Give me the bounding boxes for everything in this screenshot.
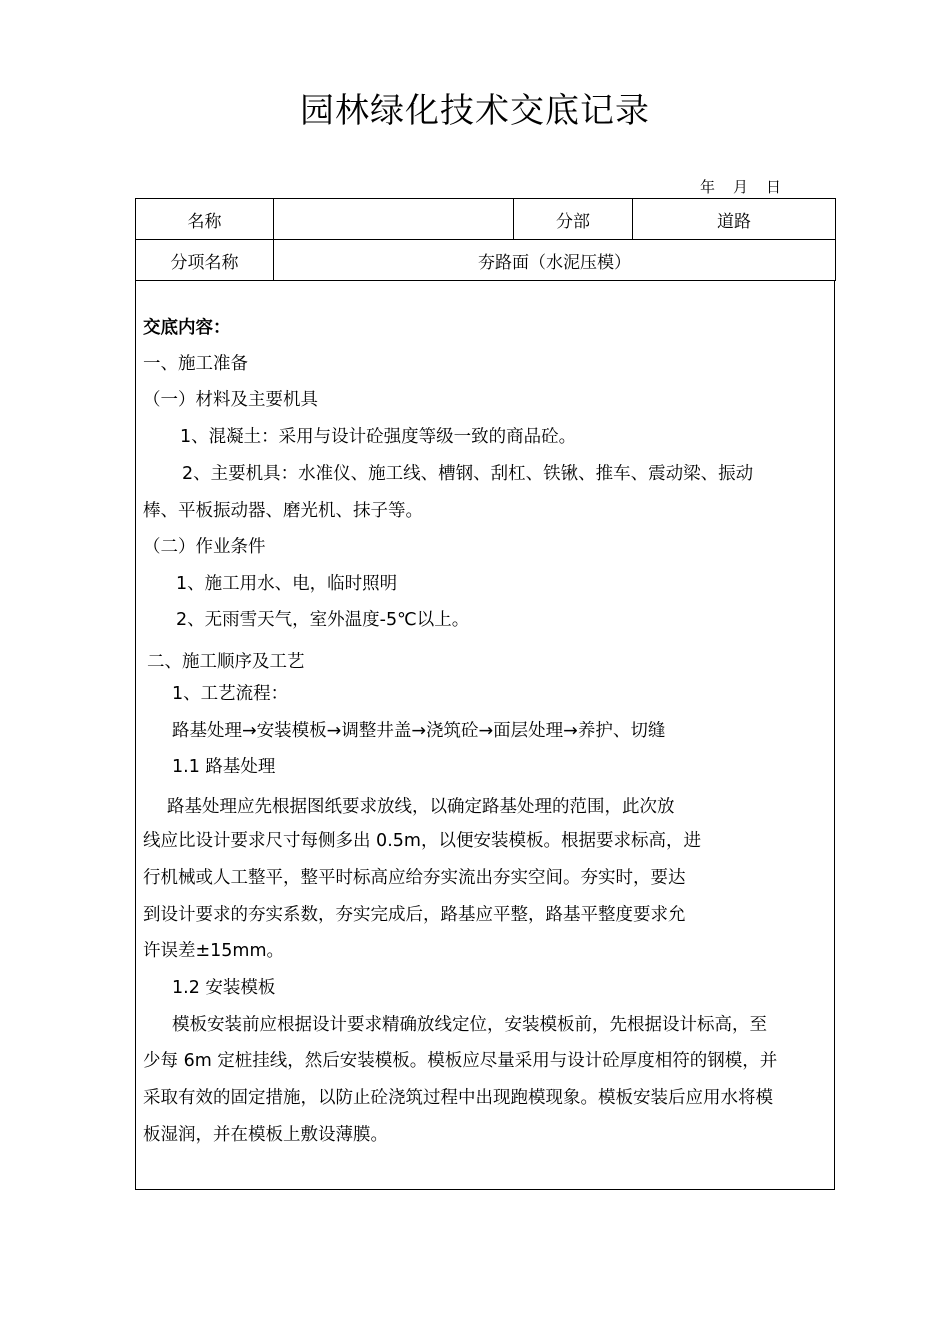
division-label: 分部 [514, 199, 633, 240]
info-table [135, 198, 836, 281]
date-month: 月 [733, 178, 749, 196]
content-line: 1、施工用水、电，临时照明 [176, 574, 398, 594]
content-line: 2、主要机具：水准仪、施工线、槽钢、刮杠、铁锹、推车、震动梁、振动 [182, 464, 754, 484]
date-day: 日 [766, 178, 782, 196]
table-row-name [136, 199, 836, 240]
table-row-item [136, 240, 836, 281]
content-line: （二）作业条件 [143, 537, 266, 557]
content-line: 路基处理→安装模板→调整井盖→浇筑砼→面层处理→养护、切缝 [172, 721, 666, 741]
content-line: 线应比设计要求尺寸每侧多出 0.5m，以便安装模板。根据要求标高，进 [143, 831, 701, 851]
content-line: 1.2 安装模板 [172, 978, 276, 998]
content-line: 采取有效的固定措施，以防止砼浇筑过程中出现跑模现象。模板安装后应用水将模 [143, 1088, 773, 1108]
content-heading: 交底内容： [143, 318, 231, 338]
content-line: 一、施工准备 [143, 354, 248, 374]
content-line: 1、工艺流程： [172, 684, 289, 704]
content-line: 少每 6m 定桩挂线，然后安装模板。模板应尽量采用与设计砼厚度相符的钢模，并 [143, 1051, 778, 1071]
content-line: 许误差±15mm。 [143, 941, 285, 961]
content-line: （一）材料及主要机具 [143, 390, 318, 410]
content-line: 2、无雨雪天气，室外温度-5℃以上。 [176, 610, 470, 630]
content-line: 1、混凝土：采用与设计砼强度等级一致的商品砼。 [180, 427, 577, 447]
name-label: 名称 [136, 199, 274, 240]
content-line: 模板安装前应根据设计要求精确放线定位，安装模板前，先根据设计标高，至 [172, 1015, 767, 1035]
item-label: 分项名称 [136, 240, 274, 281]
content-line: 行机械或人工整平，整平时标高应给夯实流出夯实空间。夯实时，要达 [143, 868, 686, 888]
content-line: 板湿润，并在模板上敷设薄膜。 [143, 1125, 388, 1145]
date-year: 年 [700, 178, 716, 196]
content-line: 二、施工顺序及工艺 [147, 652, 305, 672]
document-title: 园林绿化技术交底记录 [300, 91, 650, 131]
item-value: 夯路面（水泥压模） [274, 240, 836, 281]
name-value [274, 199, 514, 240]
content-line: 路基处理应先根据图纸要求放线，以确定路基处理的范围，此次放 [167, 797, 675, 817]
division-value: 道路 [633, 199, 836, 240]
content-line: 到设计要求的夯实系数，夯实完成后，路基应平整，路基平整度要求允 [143, 905, 686, 925]
date-line [700, 177, 800, 197]
content-line: 1.1 路基处理 [172, 757, 276, 777]
content-line: 棒、平板振动器、磨光机、抹子等。 [143, 501, 423, 521]
